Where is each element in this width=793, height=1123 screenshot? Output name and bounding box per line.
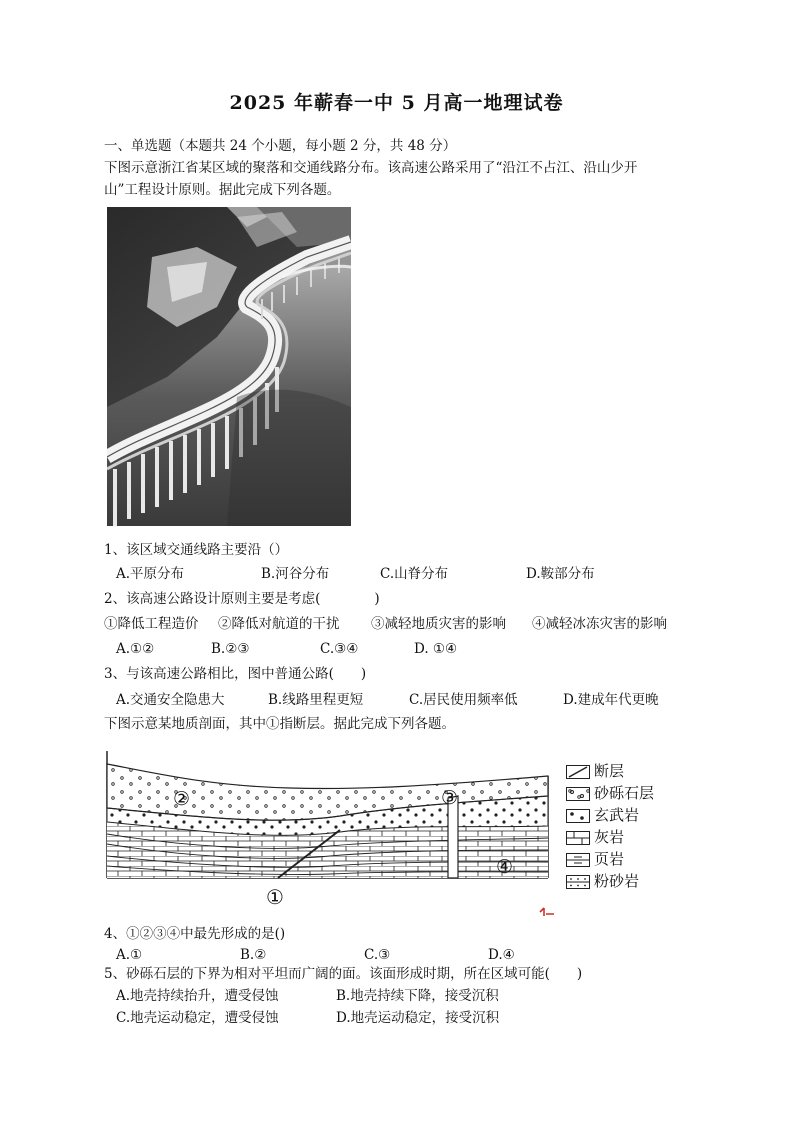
- label-1: ①: [266, 885, 284, 909]
- q3-option-c[interactable]: C.居民使用频率低: [409, 692, 518, 708]
- q2-statement-4: ④减轻冰冻灾害的影响: [532, 616, 667, 632]
- legend-label: 砂砾石层: [594, 784, 655, 802]
- question-2-stem: 2、该高速公路设计原则主要是考虑( ): [104, 591, 380, 607]
- question-1-stem: 1、该区域交通线路主要沿（）: [104, 542, 289, 558]
- legend-label: 玄武岩: [594, 806, 640, 824]
- gravel-symbol-icon: [566, 787, 590, 801]
- page-title: 2025 年蕲春一中 5 月高一地理试卷: [229, 92, 564, 114]
- basalt-symbol-icon: [566, 809, 590, 823]
- q3-option-d[interactable]: D.建成年代更晚: [563, 692, 659, 708]
- intro-text-line: 下图示意浙江省某区域的聚落和交通线路分布。该高速公路采用了“沿江不占江、沿山少开: [104, 160, 638, 176]
- q4-option-c[interactable]: C.③: [364, 947, 391, 963]
- intro-text-line: 山”工程设计原则。据此完成下列各题。: [104, 182, 341, 198]
- q2-option-b[interactable]: B.②③: [211, 641, 250, 657]
- q4-option-d[interactable]: D.④: [488, 947, 515, 963]
- legend-label: 粉砂岩: [594, 872, 640, 890]
- q2-statement-2: ②降低对航道的干扰: [218, 616, 340, 632]
- q2-option-a[interactable]: A.①②: [116, 641, 155, 657]
- section-heading: 一、单选题（本题共 24 个小题，每小题 2 分，共 48 分）: [104, 138, 457, 154]
- legend-gravel: [566, 782, 654, 804]
- label-4: ④: [496, 856, 514, 878]
- highway-photo: [107, 207, 351, 526]
- legend-shale: [566, 848, 624, 870]
- legend-fault: [566, 760, 624, 782]
- q5-option-d[interactable]: D.地壳运动稳定，接受沉积: [336, 1010, 500, 1026]
- shale-symbol-icon: [566, 853, 590, 867]
- q4-option-b[interactable]: B.②: [240, 947, 267, 963]
- q2-statement-1: ①降低工程造价: [104, 616, 199, 632]
- label-3: ③: [441, 787, 459, 809]
- q2-statement-3: ③减轻地质灾害的影响: [371, 616, 506, 632]
- q5-option-c[interactable]: C.地壳运动稳定，遭受侵蚀: [116, 1010, 279, 1026]
- legend-label: 灰岩: [594, 828, 625, 846]
- label-2: ②: [173, 788, 191, 810]
- legend-limestone: [566, 826, 624, 848]
- legend-siltstone: [566, 870, 639, 892]
- question-4-stem: 4、①②③④中最先形成的是(): [104, 926, 286, 942]
- q2-option-c[interactable]: C.③④: [320, 641, 359, 657]
- legend-label: 断层: [594, 762, 625, 780]
- q4-option-a[interactable]: A.①: [116, 947, 143, 963]
- q1-option-c[interactable]: C.山脊分布: [380, 566, 449, 582]
- question-5-stem: 5、砂砾石层的下界为相对平坦而广阔的面。该面形成时期，所在区域可能( ): [104, 966, 583, 982]
- siltstone-symbol-icon: [566, 875, 590, 889]
- q5-option-b[interactable]: B.地壳持续下降，接受沉积: [336, 988, 499, 1004]
- red-pen-mark: [538, 906, 556, 918]
- q1-option-b[interactable]: B.河谷分布: [261, 566, 330, 582]
- limestone-symbol-icon: [566, 831, 590, 845]
- q3-option-b[interactable]: B.线路里程更短: [268, 692, 364, 708]
- legend-basalt: [566, 804, 639, 826]
- legend-label: 页岩: [594, 850, 625, 868]
- q1-option-d[interactable]: D.鞍部分布: [526, 566, 595, 582]
- q3-option-a[interactable]: A.交通安全隐患大: [116, 692, 225, 708]
- q5-option-a[interactable]: A.地壳持续抬升，遭受侵蚀: [116, 988, 279, 1004]
- q2-option-d[interactable]: D. ①④: [414, 641, 458, 657]
- question-3-stem: 3、与该高速公路相比，图中普通公路( ): [104, 666, 367, 682]
- q1-option-a[interactable]: A.平原分布: [116, 566, 185, 582]
- intro-text-2: 下图示意某地质剖面，其中①指断层。据此完成下列各题。: [104, 716, 455, 732]
- fault-symbol-icon: [566, 765, 590, 779]
